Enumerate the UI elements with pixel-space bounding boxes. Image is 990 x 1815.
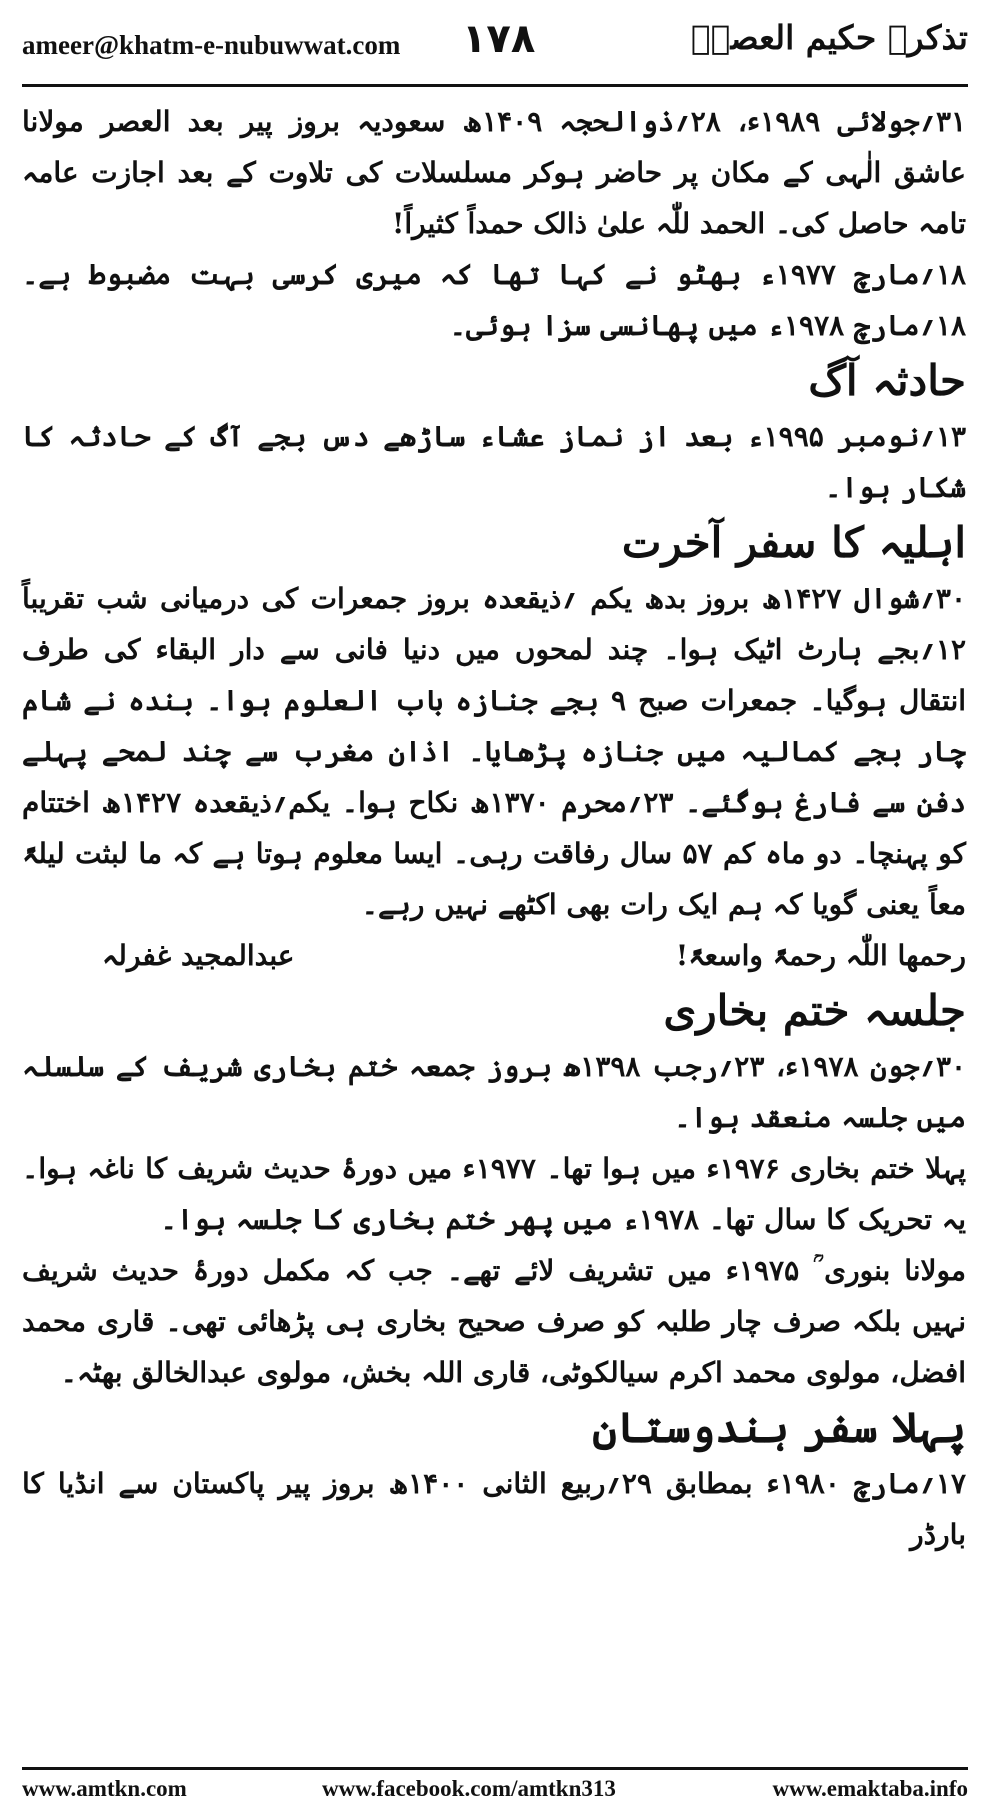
section-heading: جلسہ ختم بخاری: [663, 986, 966, 1035]
paragraph: ۳۰؍جون ۱۹۷۸ء، ۲۳؍رجب ۱۳۹۸ھ بروز جمعہ ختم بخاری شریف کے سلسلہ میں جلسہ منعقد ہوا۔: [22, 1050, 967, 1134]
footer-divider: [22, 1767, 968, 1770]
header-divider: [22, 84, 968, 87]
footer-link-emaktaba[interactable]: www.emaktaba.info: [772, 1776, 968, 1801]
footer-link-facebook[interactable]: www.facebook.com/amtkn313: [322, 1776, 616, 1801]
paragraph: ۱۳؍نومبر ۱۹۹۵ء بعد از نماز عشاء ساڑھے دس بجے آگ کے حادثہ کا شکار ہوا۔: [22, 420, 967, 504]
header-email-link[interactable]: ameer@khatm-e-nubuwwat.com: [22, 30, 401, 60]
footer-link-amtkn[interactable]: www.amtkn.com: [22, 1776, 187, 1801]
page-content: [22, 96, 966, 1560]
prayer-text: رحمھا اللّٰہ رحمۃً واسعۃً!: [675, 939, 966, 972]
paragraph: پہلا ختم بخاری ۱۹۷۶ء میں ہوا تھا۔ ۱۹۷۷ء میں دورۂ حدیث شریف کا ناغہ ہوا۔ یہ تحریک کا سال تھا۔ ۱۹۷۸ء میں پھر ختم بخاری کا جلسہ ہوا۔: [22, 1152, 966, 1236]
paragraph: ۱۷؍مارچ ۱۹۸۰ء بمطابق ۲۹؍ربیع الثانی ۱۴۰۰ھ بروز پیر پاکستان سے انڈیا کا بارڈر: [22, 1467, 966, 1551]
paragraph: مولانا بنوری ؒ ۱۹۷۵ء میں تشریف لائے تھے۔ جب کہ مکمل دورۂ حدیث شریف نہیں بلکہ صرف چار طلبہ کو صرف صحیح بخاری ہی پڑھائی تھی۔ قاری محمد افضل، مولوی محمد اکرم سیالکوٹی، قاری اللہ بخش، مولوی عبدالخالق بھٹہ۔: [22, 1254, 966, 1389]
paragraph: ۳۰؍شوال ۱۴۲۷ھ بروز بدھ یکم ؍ذیقعدہ بروز جمعرات کی درمیانی شب تقریباً ۱۲؍بجے ہارٹ اٹیک ہوا۔ چند لمحوں میں دنیا فانی سے دار البقاء کی طرف انتقال ہوگیا۔ جمعرات صبح ۹ بجے جنازہ باب العلوم ہوا۔ بندہ نے شام چار بجے کمالیہ میں جنازہ پڑھایا۔ اذان مغرب سے چند لمحے پہلے دفن سے فارغ ہوگئے۔ ۲۳؍محرم ۱۳۷۰ھ نکاح ہوا۔ یکم؍ذیقعدہ ۱۴۲۷ھ اختتام کو پہنچا۔ دو ماہ کم ۵۷ سال رفاقت رہی۔ ایسا معلوم ہوتا ہے کہ ما لبثت لیلۃً معاً یعنی گویا کہ ہم ایک رات بھی اکٹھے نہیں رہے۔: [22, 582, 967, 921]
author-signature: عبدالمجید غفرلہ: [102, 939, 295, 972]
page-number: ۱۷۸: [462, 16, 536, 62]
book-title: تذکرہ حکیم العصرؒ: [690, 18, 968, 57]
section-heading: حادثہ آگ: [808, 356, 966, 405]
section-heading: اہلیہ کا سفر آخرت: [621, 518, 966, 567]
section-heading: پہلا سفر ہندوستان: [592, 1403, 966, 1452]
closing-line: [22, 930, 966, 981]
paragraph: ۳۱؍جولائی ۱۹۸۹ء، ۲۸؍ذوالحجہ ۱۴۰۹ھ سعودیہ بروز پیر بعد العصر مولانا عاشق الٰہی کے مکان پر حاضر ہوکر مسلسلات کی تلاوت کے بعد اجازت عامہ تامہ حاصل کی۔ الحمد للّٰہ علیٰ ذالک حمداً کثیراً!: [22, 105, 967, 240]
paragraph: ۱۸؍مارچ ۱۹۷۷ء بھٹو نے کہا تھا کہ میری کرسی بہت مضبوط ہے۔ ۱۸؍مارچ ۱۹۷۸ء میں پھانسی سزا ہوئی۔: [22, 258, 967, 342]
page-header: [22, 14, 968, 78]
page-footer: [22, 1776, 968, 1806]
